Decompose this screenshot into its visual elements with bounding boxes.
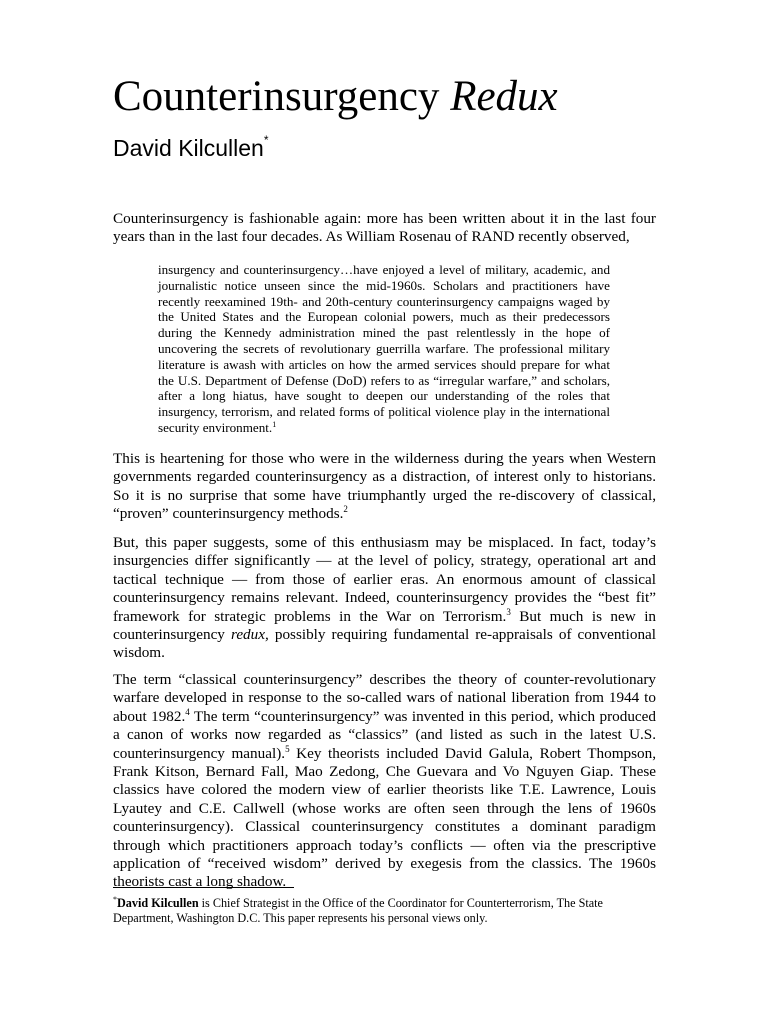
italic-redux: redux,: [230, 626, 269, 644]
footnote-ref-5: 5: [285, 743, 290, 754]
footnote-ref-3: 3: [506, 606, 511, 617]
paragraph-misplaced: But, this paper suggests, some of this enthusiasm may be misplaced. In fact, today’s insurgencies differ significantly — at the level of policy, strategy, operational art and tactical technique — from those of earlier eras. An enormous amount of classical counterinsurgency remains relevant. Indeed, counterinsurgency provides the “best fit” framework for strategic problems in the War on Terrorism.$^3$ But much is new in counterinsurgency redux, possibly requiring fundamental re-appraisals of conventional wisdom.: [113, 534, 657, 662]
footnote-ref-4: 4: [185, 706, 190, 717]
author-footnote-mark: *: [263, 133, 269, 147]
author-line: [113, 133, 269, 163]
paragraph-classical: The term “classical counterinsurgency” describes the theory of counter-revolutionary warfare developed in response to the so-called wars of national liberation from 1944 to about 1982.$^4$ The term “counterinsurgency” was invented in this period, which produced a canon of works now regarded as “classics” (and listed as such in the latest U.S. counterinsurgency manual).$^5$ Key theorists included David Galula, Robert Thompson, Frank Kitson, Bernard Fall, Mao Zedong, Che Guevara and Vo Nguyen Giap. These classics have colored the modern view of earlier theorists like T.E. Lawrence, Louis Lyautey and C.E. Callwell (whose works are often seen through the lens of 1960s counterinsurgency). Classical counterinsurgency constitutes a dominant paradigm through which practitioners approach today’s conflicts — often via the prescriptive application of “received wisdom” derived by exegesis from the classics. The 1960s theorists cast a long shadow.: [113, 671, 656, 891]
footnote-ref-2: 2: [343, 504, 348, 515]
title-main: Counterinsurgency: [113, 73, 451, 120]
title-italic: Redux: [450, 73, 558, 120]
paragraph-intro: Counterinsurgency is fashionable again: more has been written about it in the last four years than in the last four decades. As William Rosenau of RAND recently observed,: [113, 210, 656, 246]
paragraph-heartening: This is heartening for those who were in the wilderness during the years when Western governments regarded counterinsurgency as a distraction, of interest only to historians. So it is no surprise that some have triumphantly urged the re-discovery of classical, “proven” counterinsurgency methods.$^2$: [113, 450, 656, 523]
footnote-ref-1: 1: [272, 419, 277, 429]
author-name: David Kilcullen: [113, 135, 264, 161]
footnote-author: *David Kilcullen is Chief Strategist in the Office of the Coordinator for Counterterrorism, The State Department, Washington D.C. This paper represents his personal views only.: [113, 895, 603, 926]
block-quote: insurgency and counterinsurgency…have enjoyed a level of military, academic, and journalistic notice unseen since the mid-1960s. Scholars and practitioners have recently reexamined 19th- and 20th-century counterinsurgency campaigns waged by the United States and the European colonial powers, much as their predecessors during the Kennedy administration mined the past relentlessly in the hope of uncovering the secrets of revolutionary guerrilla warfare. The professional military literature is awash with articles on how the armed services should prepare for what the U.S. Department of Defense (DoD) refers to as “irregular warfare,” and scholars, after a long hiatus, have sought to deepen our understanding of the roles that insurgency, terrorism, and related forms of political violence play in the international security environment.$^1$: [158, 262, 610, 435]
paper-title: [113, 72, 558, 122]
footnote-divider: [113, 887, 294, 888]
